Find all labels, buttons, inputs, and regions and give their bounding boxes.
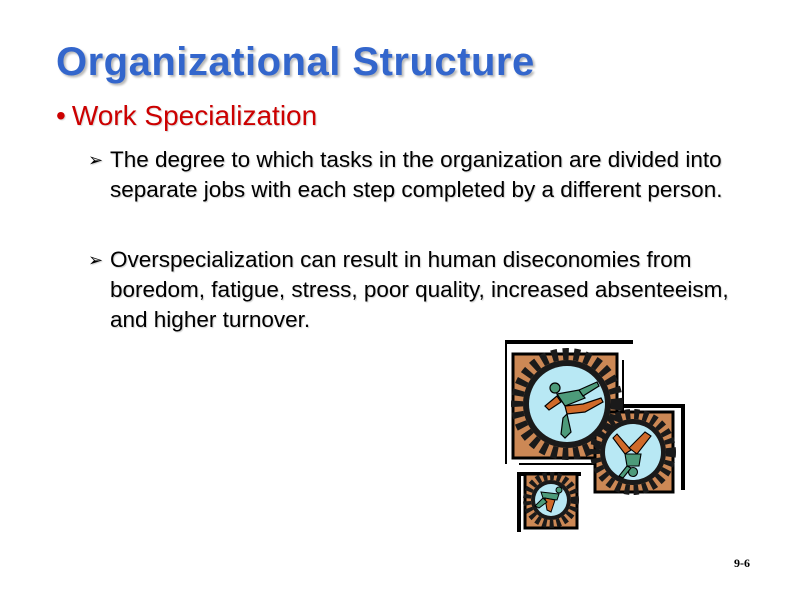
sub-bullet-text: Overspecialization can result in human diseconomies from boredom, fatigue, stress, poor quality, increased absenteeism, and higher turnover. [110, 247, 729, 332]
sub-bullet-overspecialization [88, 245, 753, 335]
slide-title: Organizational Structure [56, 40, 535, 84]
bullet-label: Work Specialization [71, 100, 318, 131]
arrow-bullet-icon: ➢ [88, 150, 104, 170]
bullet-marker: • [56, 100, 66, 131]
sub-bullet-definition [88, 145, 753, 205]
gears-with-running-workers-icon [505, 340, 695, 535]
arrow-bullet-icon: ➢ [88, 250, 104, 270]
bullet-work-specialization [56, 100, 317, 132]
page-number: 9-6 [734, 556, 750, 570]
sub-bullet-text: The degree to which tasks in the organization are divided into separate jobs with each step completed by a different person. [110, 147, 723, 202]
